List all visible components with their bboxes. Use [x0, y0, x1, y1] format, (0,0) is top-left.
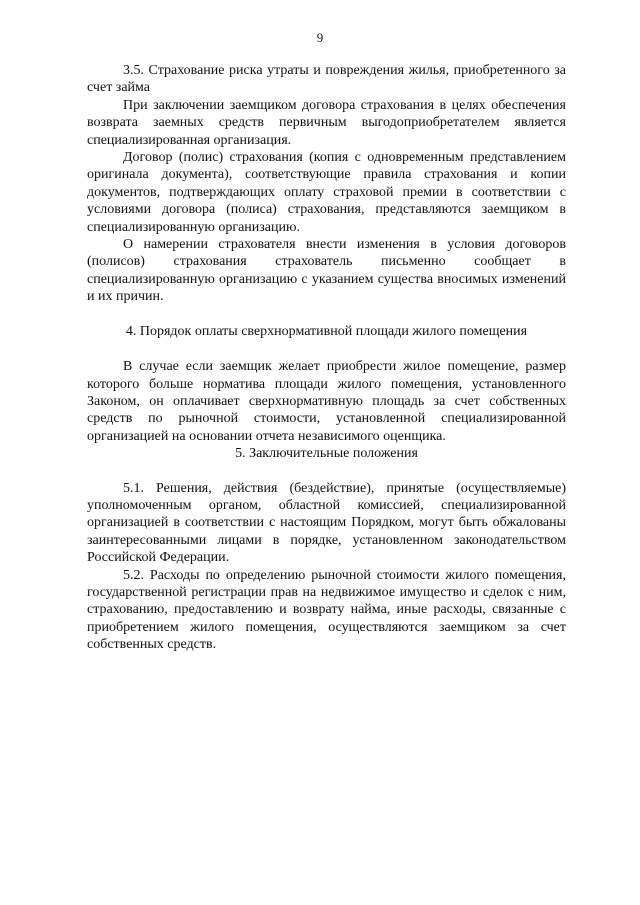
section-3-5-title: 3.5. Страхование риска утраты и повреждения жилья, приобретенного за счет займа	[87, 63, 566, 96]
document-body	[87, 62, 566, 654]
section-3-5-paragraph-1: При заключении заемщиком договора страхования в целях обеспечения возврата заемных средств первичным выгодоприобретателем является специализированная организация.	[87, 97, 566, 148]
section-5-paragraph-1: 5.1. Решения, действия (бездействие), принятые (осуществляемые) уполномоченным органом, областной комиссией, специализированной организацией в соответствии с настоящим Порядком, могут быть обжалованы заинтересованными лицами в порядке, установленном законодательством Российской Федерации.	[87, 480, 566, 566]
section-5-heading: 5. Заключительные положения	[235, 446, 418, 462]
page-number: 9	[316, 30, 324, 45]
section-3-5-paragraph-3: О намерении страхователя внести изменения в условия договоров (полисов) страхования страхователь письменно сообщает в специализированную организацию с указанием существа вносимых изменений и их причин.	[87, 237, 566, 305]
section-4-heading: 4. Порядок оплаты сверхнормативной площади жилого помещения	[125, 323, 528, 339]
section-5-paragraph-2: 5.2. Расходы по определению рыночной стоимости жилого помещения, государственной регистрации прав на недвижимое имущество и сделок с ним, страхованию, предоставлению и возврату найма, иные расходы, связанные с приобретением жилого помещения, осуществляются заемщиком за счет собственных средств.	[87, 567, 566, 653]
section-4-paragraph-1: В случае если заемщик желает приобрести жилое помещение, размер которого больше норматива площади жилого помещения, установленного Законом, он оплачивает сверхнормативную площадь за счет собственных средств по рыночной стоимости, установленной специализированной организацией на основании отчета независимого оценщика.	[87, 359, 566, 444]
section-3-5-paragraph-2: Договор (полис) страхования (копия с одновременным представлением оригинала документа), соответствующие правила страхования и копии документов, подтверждающих оплату страховой премии в соответствии с условиями договора (полиса) страхования, представляются заемщиком в специализированную организацию.	[87, 150, 566, 235]
